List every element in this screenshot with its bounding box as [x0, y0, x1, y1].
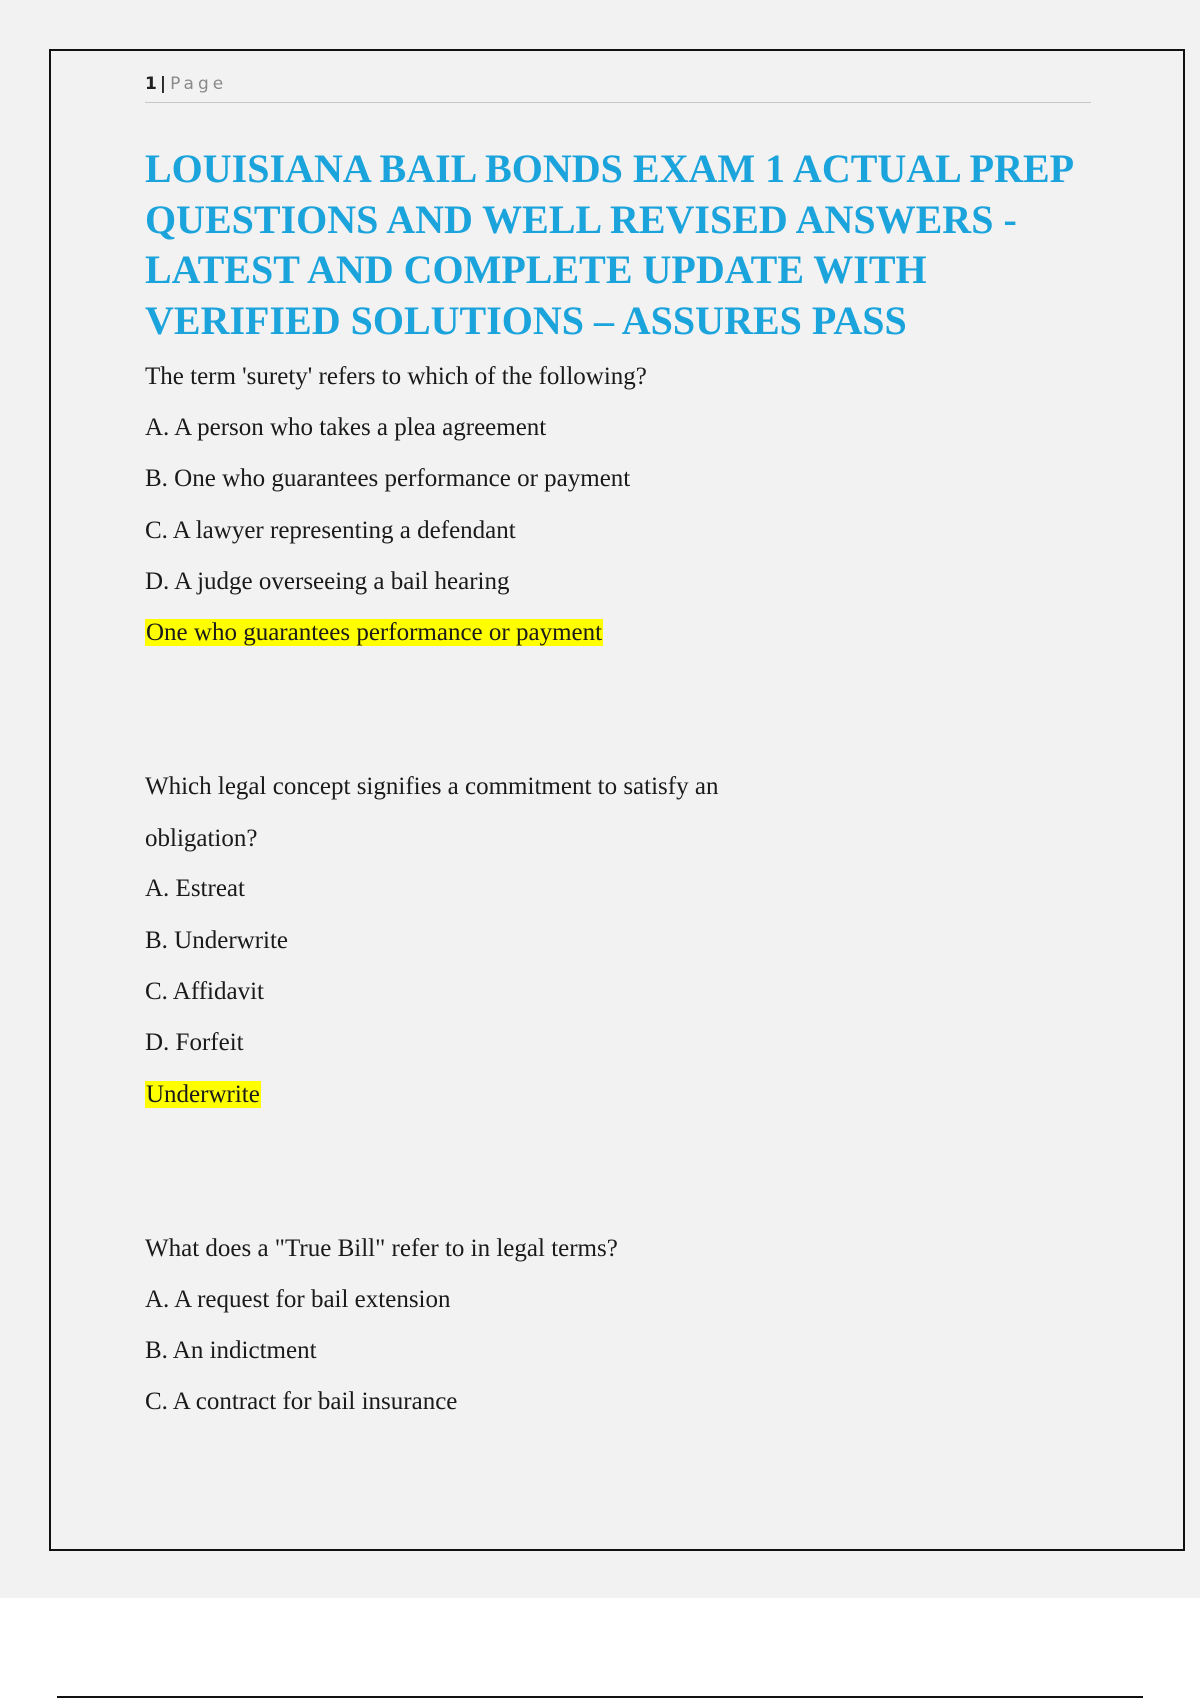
question-2-option-a: A. Estreat — [145, 875, 245, 902]
question-3-option-b: B. An indictment — [145, 1337, 317, 1364]
answer-highlight: Underwrite — [146, 1081, 260, 1108]
question-1-answer — [145, 618, 603, 648]
question-3-text: What does a "True Bill" refer to in legal terms? — [145, 1235, 618, 1262]
question-2-answer — [145, 1080, 261, 1110]
page-number: 1 — [145, 74, 157, 94]
document-title: LOUISIANA BAIL BONDS EXAM 1 ACTUAL PREP QUESTIONS AND WELL REVISED ANSWERS - LATEST AND COMPLETE UPDATE WITH VERIFIED SOLUTIONS – ASSURES PASS — [145, 146, 1072, 343]
question-2-option-d: D. Forfeit — [145, 1029, 244, 1056]
next-page-top-rule — [57, 1696, 1143, 1698]
page-header — [145, 72, 1091, 103]
question-1-text: The term 'surety' refers to which of the following? — [145, 363, 647, 390]
answer-highlight: One who guarantees performance or payment — [146, 619, 603, 646]
question-2-text-line-1: Which legal concept signifies a commitment to satisfy an — [145, 773, 719, 800]
question-1-option-a: A. A person who takes a plea agreement — [145, 414, 547, 441]
question-2-option-c: C. Affidavit — [145, 978, 264, 1005]
question-2-option-b: B. Underwrite — [145, 927, 289, 954]
question-2-text-line-2: obligation? — [145, 825, 258, 852]
question-3-option-c: C. A contract for bail insurance — [145, 1388, 458, 1415]
page-separator: | — [159, 74, 167, 94]
question-1-option-c: C. A lawyer representing a defendant — [145, 517, 516, 544]
question-3-option-a: A. A request for bail extension — [145, 1286, 451, 1313]
question-1-option-d: D. A judge overseeing a bail hearing — [145, 568, 510, 595]
page-label: Page — [170, 74, 228, 94]
question-1-option-b: B. One who guarantees performance or payment — [145, 465, 631, 492]
